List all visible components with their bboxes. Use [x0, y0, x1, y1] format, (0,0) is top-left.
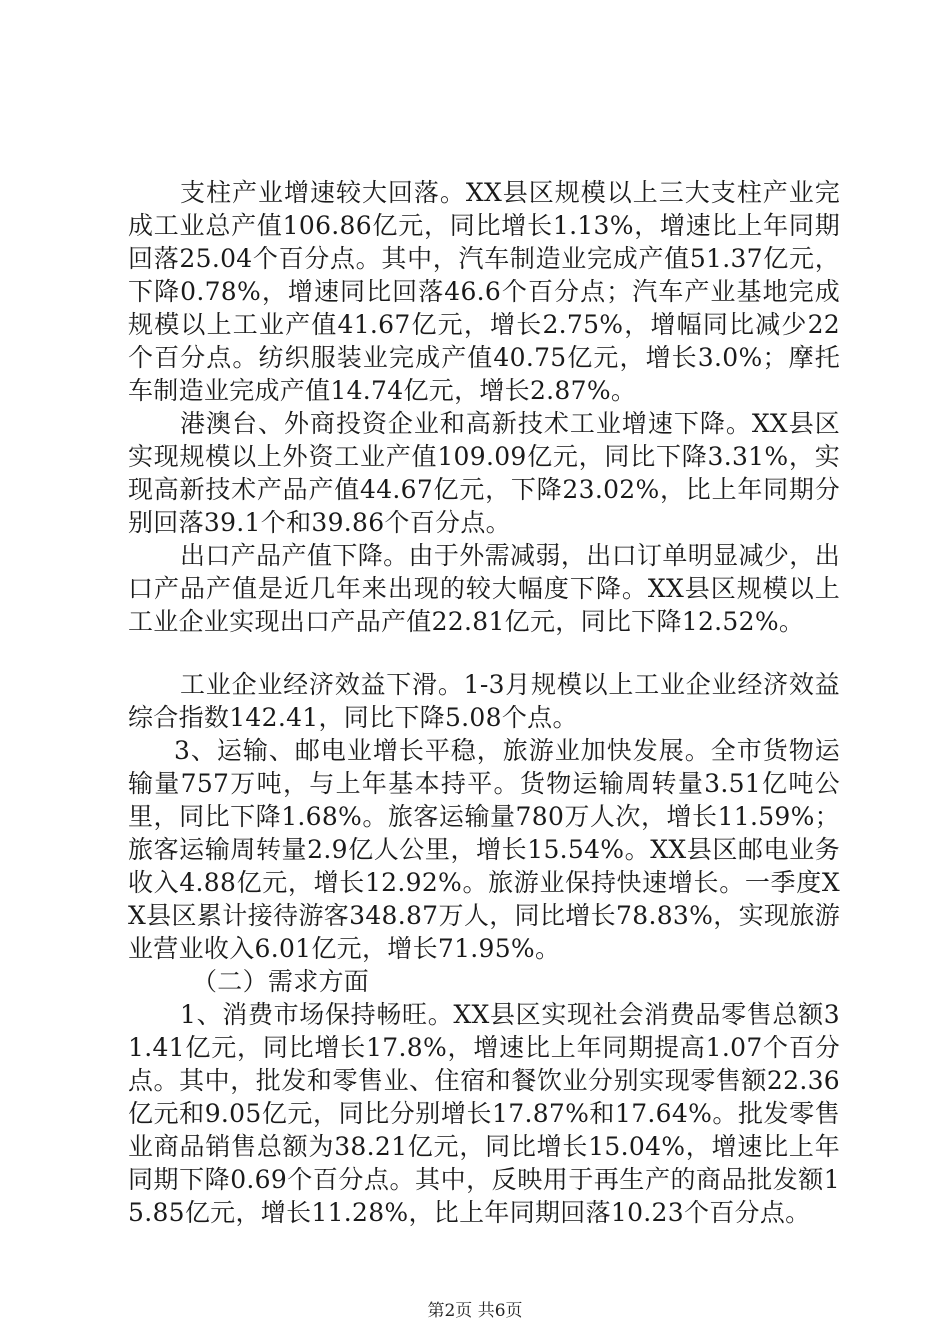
paragraph-economic-benefit: 工业企业经济效益下滑。1-3月规模以上工业企业经济效益综合指数142.41，同比下降5.08个点。: [128, 670, 840, 732]
paragraph-export-output: 出口产品产值下降。由于外需减弱，出口订单明显减少，出口产品产值是近几年来出现的较大幅度下降。XX县区规模以上工业企业实现出口产品产值22.81亿元，同比下降12.52%。: [128, 541, 840, 636]
paragraph-foreign-investment: 港澳台、外商投资企业和高新技术工业增速下降。XX县区实现规模以上外资工业产值109.09亿元，同比下降3.31%，实现高新技术产品产值44.67亿元，下降23.02%，比上年同期分别回落39.1个和39.86个百分点。: [128, 409, 840, 537]
document-body: [128, 176, 840, 1229]
page-footer: 第2页 共6页: [427, 1301, 523, 1321]
paragraph-consumer-market: 1、消费市场保持畅旺。XX县区实现社会消费品零售总额31.41亿元，同比增长17.8%，增速比上年同期提高1.07个百分点。其中，批发和零售业、住宿和餐饮业分别实现零售额22.36亿元和9.05亿元，同比分别增长17.87%和17.64%。批发零售业商品销售总额为38.21亿元，同比增长15.04%，增速比上年同期下降0.69个百分点。其中，反映用于再生产的商品批发额15.85亿元，增长11.28%，比上年同期回落10.23个百分点。: [128, 1000, 840, 1227]
section-heading-demand: （二）需求方面: [192, 967, 370, 996]
paragraph-pillar-industries: 支柱产业增速较大回落。XX县区规模以上三大支柱产业完成工业总产值106.86亿元，同比增长1.13%，增速比上年同期回落25.04个百分点。其中，汽车制造业完成产值51.37亿元，下降0.78%，增速同比回落46.6个百分点；汽车产业基地完成规模以上工业产值41.67亿元，增长2.75%，增幅同比减少22个百分点。纺织服装业完成产值40.75亿元，增长3.0%；摩托车制造业完成产值14.74亿元，增长2.87%。: [128, 178, 840, 405]
paragraph-transport-tourism: 3、运输、邮电业增长平稳，旅游业加快发展。全市货物运输量757万吨，与上年基本持平。货物运输周转量3.51亿吨公里，同比下降1.68%。旅客运输量780万人次，增长11.59%；旅客运输周转量2.9亿人公里，增长15.54%。XX县区邮电业务收入4.88亿元，增长12.92%。旅游业保持快速增长。一季度XX县区累计接待游客348.87万人，同比增长78.83%，实现旅游业营业收入6.01亿元，增长71.95%。: [128, 736, 840, 963]
